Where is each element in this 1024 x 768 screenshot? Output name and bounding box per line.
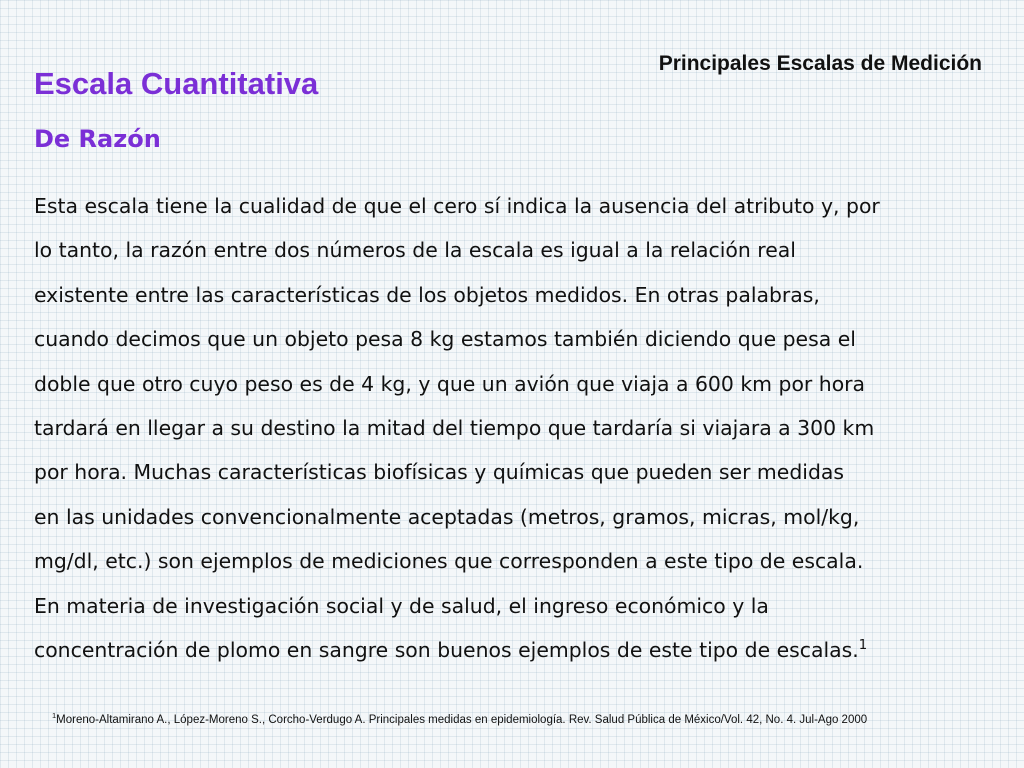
footnote-text: Moreno-Altamirano A., López-Moreno S., Corcho-Verdugo A. Principales medidas en epidemiología. Rev. Salud Pública de México/Vol. 42, No. 4. Jul-Ago 2000 bbox=[56, 714, 868, 726]
paragraph-line: doble que otro cuyo peso es de 4 kg, y que un avión que viaja a 600 km por hora bbox=[34, 371, 866, 396]
paragraph-line: En materia de investigación social y de salud, el ingreso económico y la bbox=[34, 593, 769, 618]
paragraph-line: cuando decimos que un objeto pesa 8 kg estamos también diciendo que pesa el bbox=[34, 327, 856, 352]
footnote bbox=[52, 711, 982, 726]
paragraph-line bbox=[34, 628, 984, 672]
paragraph-line: Esta escala tiene la cualidad de que el cero sí indica la ausencia del atributo y, por bbox=[34, 194, 880, 218]
slide-title: Escala Cuantitativa bbox=[34, 66, 319, 101]
slide-subtitle: De Razón bbox=[34, 125, 161, 153]
footnote-reference: 1 bbox=[858, 638, 868, 654]
paragraph-line: existente entre las características de los objetos medidos. En otras palabras, bbox=[34, 282, 820, 307]
footnote-marker: 1 bbox=[52, 711, 57, 721]
body-paragraph bbox=[34, 184, 984, 672]
paragraph-line: tardará en llegar a su destino la mitad del tiempo que tardaría si viajara a 300 km bbox=[34, 416, 875, 441]
slide-header-title: Principales Escalas de Medición bbox=[658, 52, 982, 75]
paragraph-line: lo tanto, la razón entre dos números de la escala es igual a la relación real bbox=[34, 238, 796, 263]
paragraph-line: mg/dl, etc.) son ejemplos de mediciones que corresponden a este tipo de escala. bbox=[34, 549, 864, 574]
paragraph-line-text: concentración de plomo en sangre son buenos ejemplos de este tipo de escalas. bbox=[34, 638, 859, 663]
paragraph-line: por hora. Muchas características biofísicas y químicas que pueden ser medidas bbox=[34, 460, 845, 485]
paragraph-line: en las unidades convencionalmente aceptadas (metros, gramos, micras, mol/kg, bbox=[34, 504, 860, 529]
